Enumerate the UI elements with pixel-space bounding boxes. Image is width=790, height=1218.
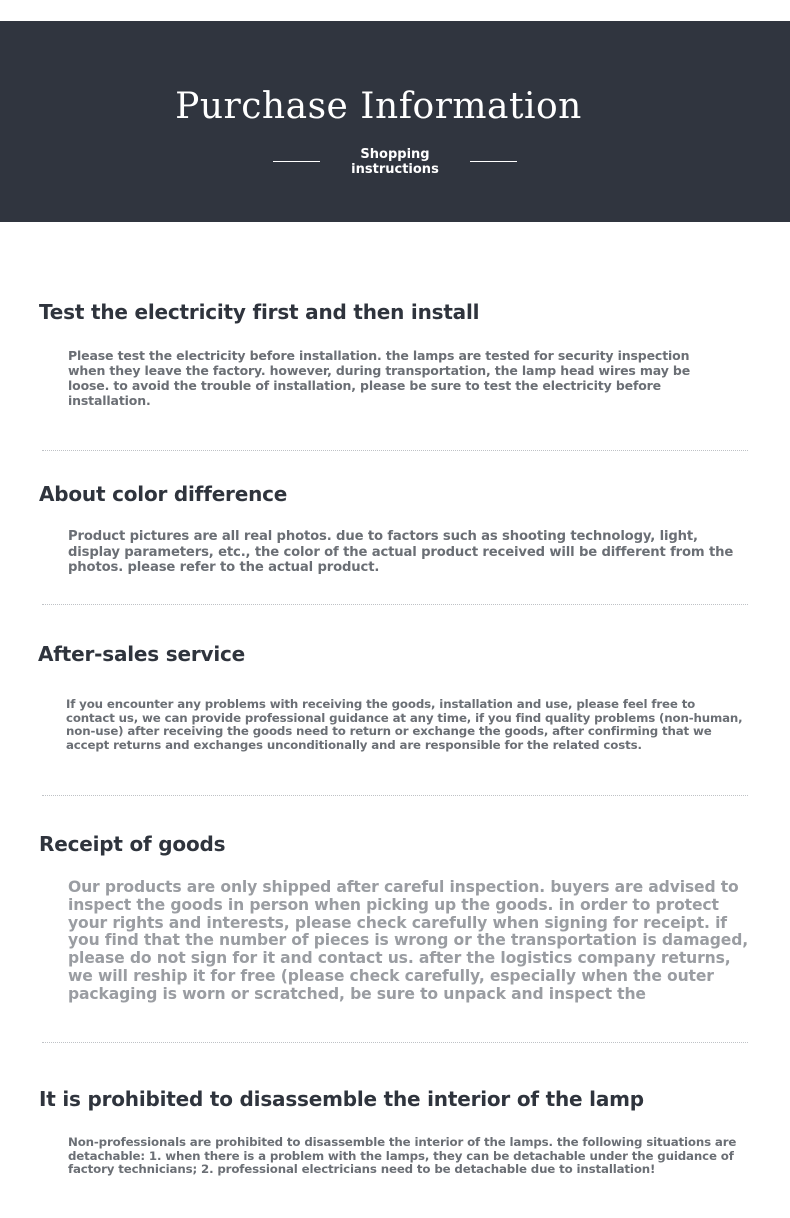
subtitle-line-1: Shopping xyxy=(360,147,430,162)
header-subtitle xyxy=(320,147,470,177)
section-title: Receipt of goods xyxy=(39,832,226,856)
section-body: Non-professionals are prohibited to disassemble the interior of the lamps. the following situations are detachable: 1. when there is a problem with the lamps, they can be detachable under the guidance of factory technicians; 2. professional electricians need to be detachable due to installation! xyxy=(68,1135,737,1177)
section-body: Our products are only shipped after careful inspection. buyers are advised to inspect the goods in person when picking up the goods. in order to protect your rights and interests, please check carefully when signing for receipt. if you find that the number of pieces is wrong or the transportation is damaged, please do not sign for it and contact us. after the logistics company returns, we will reship it for free (please check carefully, especially when the outer packaging is worn or scratched, be sure to unpack and inspect the xyxy=(68,878,748,1003)
section-body: Please test the electricity before installation. the lamps are tested for security inspection when they leave the factory. however, during transportation, the lamp head wires may be loose. to avoid the trouble of installation, please be sure to test the electricity before installation. xyxy=(68,348,691,408)
section-title: About color difference xyxy=(39,482,288,506)
section-title: Test the electricity first and then install xyxy=(39,300,480,324)
subtitle-divider-left xyxy=(273,161,320,162)
header-subtitle-group xyxy=(0,147,790,179)
section-divider xyxy=(42,795,748,796)
section-divider xyxy=(42,450,748,451)
section-body: Product pictures are all real photos. due to factors such as shooting technology, light, display parameters, etc., the color of the actual product received will be different from the photos. please refer to the actual product. xyxy=(68,529,734,575)
subtitle-line-2: instructions xyxy=(351,162,439,177)
section-divider xyxy=(42,604,748,605)
subtitle-divider-right xyxy=(470,161,517,162)
section-title: It is prohibited to disassemble the interior of the lamp xyxy=(39,1087,644,1111)
section-title: After-sales service xyxy=(38,642,246,666)
section-body: If you encounter any problems with receiving the goods, installation and use, please feel free to contact us, we can provide professional guidance at any time, if you find quality problems (non-human, non-use) after receiving the goods need to return or exchange the goods, after confirming that we accept returns and exchanges unconditionally and are responsible for the related costs. xyxy=(66,697,743,752)
page-title: Purchase Information xyxy=(175,86,582,127)
header-banner xyxy=(0,21,790,222)
section-divider xyxy=(42,1042,748,1043)
